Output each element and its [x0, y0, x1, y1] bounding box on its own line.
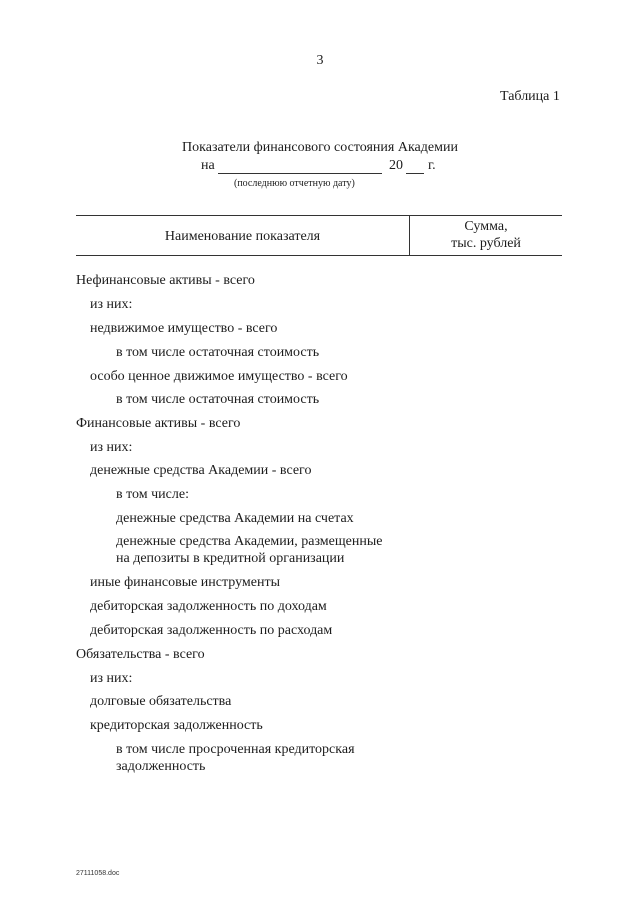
indicator-row: из них: — [90, 297, 133, 312]
date-hint: (последнюю отчетную дату) — [234, 178, 355, 189]
indicator-row — [116, 741, 355, 775]
year-blank-field — [406, 173, 424, 174]
indicator-row: долговые обязательства — [90, 694, 232, 709]
indicator-row: из них: — [90, 671, 133, 686]
indicator-row-line: денежные средства Академии, размещенные — [116, 534, 383, 549]
indicator-row: кредиторская задолженность — [90, 718, 263, 733]
header-sum — [410, 218, 562, 252]
header-sum-line1: Сумма, — [464, 219, 508, 234]
indicator-row: денежные средства Академии - всего — [90, 463, 312, 478]
indicator-row: в том числе остаточная стоимость — [116, 392, 320, 407]
indicator-row: особо ценное движимое имущество - всего — [90, 369, 348, 384]
header-indicator-name: Наименование показателя — [164, 229, 321, 244]
indicator-row: Финансовые активы - всего — [76, 416, 241, 431]
indicator-row — [116, 533, 382, 567]
document-title: Показатели финансового состояния Академии — [182, 140, 458, 155]
indicator-row: Нефинансовые активы - всего — [76, 273, 255, 288]
page-number: 3 — [316, 53, 324, 68]
date-suffix: г. — [428, 158, 436, 173]
indicator-row: дебиторская задолженность по расходам — [90, 623, 333, 638]
indicator-row: Обязательства - всего — [76, 647, 205, 662]
indicator-row-line: в том числе просроченная кредиторская — [116, 742, 355, 757]
indicator-row-line: задолженность — [116, 759, 206, 774]
table-header — [76, 215, 562, 256]
indicator-row: в том числе: — [116, 487, 189, 502]
header-sum-line2: тыс. рублей — [451, 236, 521, 251]
indicator-row: в том числе остаточная стоимость — [116, 345, 320, 360]
date-blank-field — [218, 173, 382, 174]
indicator-row: недвижимое имущество - всего — [90, 321, 278, 336]
date-prefix: на — [201, 158, 215, 173]
footer-file-code: 27111058.doc — [76, 870, 120, 877]
indicator-row: из них: — [90, 440, 133, 455]
indicator-row: иные финансовые инструменты — [90, 575, 281, 590]
table-label: Таблица 1 — [500, 89, 560, 104]
date-year: 20 — [389, 158, 403, 173]
indicator-row: дебиторская задолженность по доходам — [90, 599, 327, 614]
indicator-row: денежные средства Академии на счетах — [116, 511, 354, 526]
indicator-row-line: на депозиты в кредитной организации — [116, 551, 345, 566]
